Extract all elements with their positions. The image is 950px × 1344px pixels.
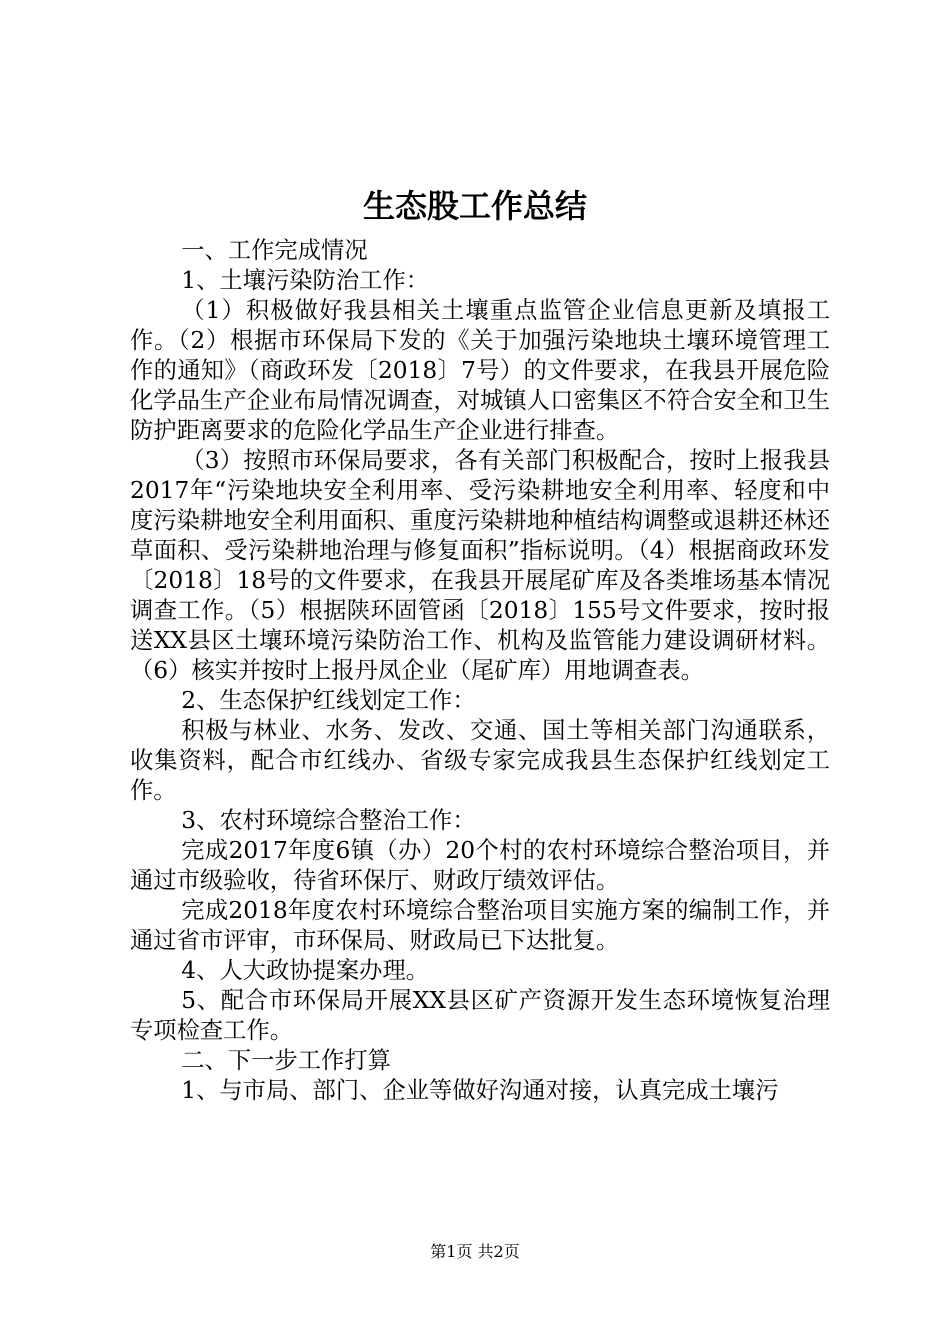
page-footer: 第1页 共2页 <box>430 1242 520 1261</box>
paragraph-rural-1: 完成2017年度6镇（办）20个村的农村环境综合整治项目，并通过市级验收，待省环保厅、财政厅绩效评估。 <box>130 837 830 894</box>
paragraph-mining: 5、配合市环保局开展XX县区矿产资源开发生态环境恢复治理专项检查工作。 <box>130 987 830 1044</box>
subsection-heading-redline: 2、生态保护红线划定工作： <box>181 687 476 714</box>
paragraph-soil-2: （3）按照市环保局要求，各有关部门积极配合，按时上报我县2017年“污染地块安全利用率、受污染耕地安全利用率、轻度和中度污染耕地安全利用面积、重度污染耕地种植结构调整或退耕还林还草面积、受污染耕地治理与修复面积”指标说明。（4）根据商政环发〔2018〕18号的文件要求，在我县开展尾矿库及各类堆场基本情况调查工作。（5）根据陕环固管函〔2018〕155号文件要求，按时报送XX县区土壤环境污染防治工作、机构及监管能力建设调研材料。（6）核实并按时上报丹凤企业（尾矿库）用地调查表。 <box>130 447 830 684</box>
subsection-heading-proposals: 4、人大政协提案办理。 <box>181 957 430 984</box>
document-title: 生态股工作总结 <box>362 187 587 225</box>
subsection-heading-rural: 3、农村环境综合整治工作： <box>181 807 476 834</box>
paragraph-soil-1: （1）积极做好我县相关土壤重点监管企业信息更新及填报工作。（2）根据市环保局下发的《关于加强污染地块土壤环境管理工作的通知》（商政环发〔2018〕7号）的文件要求，在我县开展危险化学品生产企业布局情况调查，对城镇人口密集区不符合安全和卫生防护距离要求的危险化学品生产企业进行排查。 <box>130 297 830 444</box>
document-body <box>130 236 830 1106</box>
subsection-heading-soil: 1、土壤污染防治工作： <box>181 267 430 294</box>
paragraph-redline: 积极与林业、水务、发改、交通、国土等相关部门沟通联系，收集资料，配合市红线办、省级专家完成我县生态保护红线划定工作。 <box>130 717 830 804</box>
paragraph-rural-2: 完成2018年度农村环境综合整治项目实施方案的编制工作，并通过省市评审，市环保局、财政局已下达批复。 <box>130 897 830 954</box>
section-heading-2: 二、下一步工作打算 <box>181 1047 391 1074</box>
section-heading-1: 一、工作完成情况 <box>181 237 368 264</box>
paragraph-next-steps: 1、与市局、部门、企业等做好沟通对接，认真完成土壤污 <box>181 1077 779 1104</box>
